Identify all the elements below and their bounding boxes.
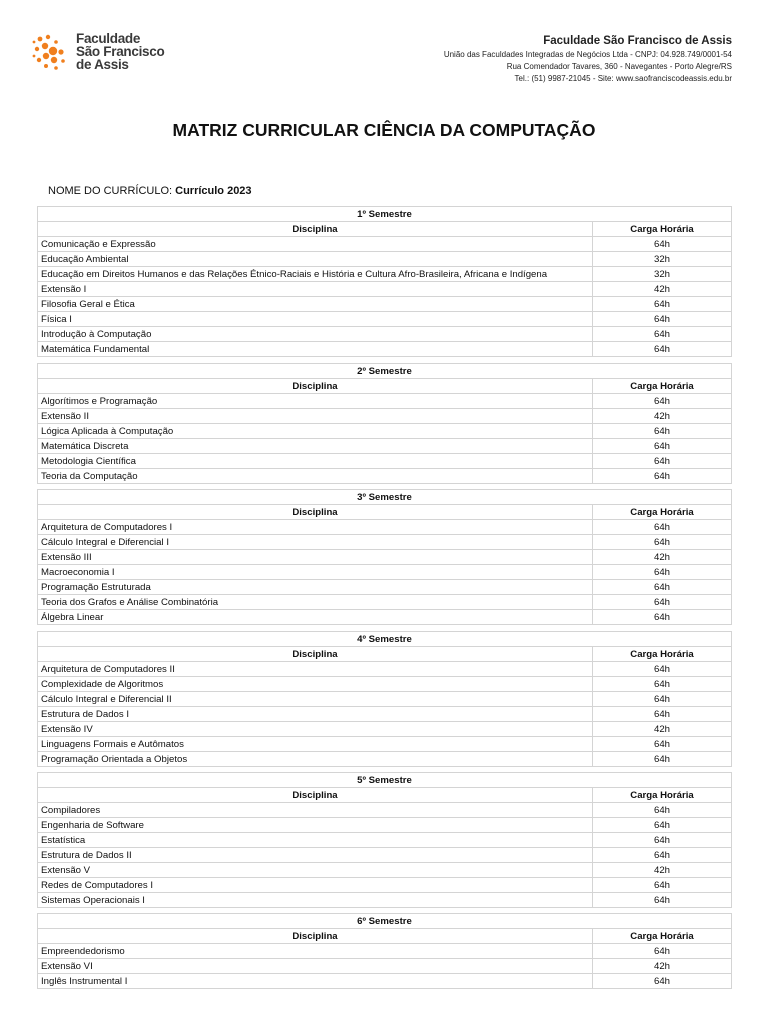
table-row <box>38 439 732 454</box>
semester-table <box>37 913 732 989</box>
table-row <box>38 424 732 439</box>
column-header-discipline: Disciplina <box>38 929 593 944</box>
discipline-hours: 64h <box>593 662 732 677</box>
discipline-name: Macroeconomia I <box>38 565 593 580</box>
discipline-hours: 64h <box>593 610 732 625</box>
discipline-name: Álgebra Linear <box>38 610 593 625</box>
discipline-hours: 42h <box>593 959 732 974</box>
discipline-hours: 64h <box>593 439 732 454</box>
curriculum-label: NOME DO CURRÍCULO: <box>48 185 173 197</box>
discipline-name: Teoria dos Grafos e Análise Combinatória <box>38 595 593 610</box>
table-row <box>38 454 732 469</box>
column-header-discipline: Disciplina <box>38 788 593 803</box>
semester-title-row <box>38 207 732 222</box>
logo-wordmark <box>76 32 164 71</box>
table-row <box>38 893 732 908</box>
discipline-hours: 64h <box>593 692 732 707</box>
discipline-hours: 42h <box>593 722 732 737</box>
semester-title-row <box>38 773 732 788</box>
table-row <box>38 752 732 767</box>
table-row <box>38 252 732 267</box>
discipline-name: Empreendedorismo <box>38 944 593 959</box>
discipline-name: Engenharia de Software <box>38 818 593 833</box>
table-row <box>38 520 732 535</box>
table-row <box>38 342 732 357</box>
column-header-hours: Carga Horária <box>593 647 732 662</box>
discipline-hours: 64h <box>593 520 732 535</box>
discipline-name: Extensão III <box>38 550 593 565</box>
column-header-hours: Carga Horária <box>593 788 732 803</box>
column-header-hours: Carga Horária <box>593 929 732 944</box>
discipline-hours: 64h <box>593 833 732 848</box>
institution-name: Faculdade São Francisco de Assis <box>543 35 732 47</box>
discipline-hours: 64h <box>593 565 732 580</box>
table-row <box>38 662 732 677</box>
discipline-name: Cálculo Integral e Diferencial II <box>38 692 593 707</box>
semester-table <box>37 363 732 484</box>
discipline-name: Complexidade de Algoritmos <box>38 677 593 692</box>
semester-title: 6º Semestre <box>38 914 732 929</box>
column-header-hours: Carga Horária <box>593 222 732 237</box>
discipline-name: Algorítimos e Programação <box>38 394 593 409</box>
discipline-hours: 42h <box>593 282 732 297</box>
discipline-hours: 42h <box>593 550 732 565</box>
table-row <box>38 237 732 252</box>
discipline-name: Metodologia Científica <box>38 454 593 469</box>
table-row <box>38 610 732 625</box>
table-row <box>38 833 732 848</box>
table-row <box>38 394 732 409</box>
table-row <box>38 565 732 580</box>
discipline-name: Matemática Fundamental <box>38 342 593 357</box>
discipline-hours: 64h <box>593 394 732 409</box>
column-header-discipline: Disciplina <box>38 222 593 237</box>
discipline-name: Linguagens Formais e Autômatos <box>38 737 593 752</box>
table-row <box>38 312 732 327</box>
column-header-discipline: Disciplina <box>38 647 593 662</box>
table-row <box>38 959 732 974</box>
discipline-name: Estrutura de Dados I <box>38 707 593 722</box>
semester-table <box>37 489 732 625</box>
column-header-hours: Carga Horária <box>593 505 732 520</box>
semester-title-row <box>38 490 732 505</box>
column-header-discipline: Disciplina <box>38 505 593 520</box>
table-row <box>38 878 732 893</box>
discipline-name: Sistemas Operacionais I <box>38 893 593 908</box>
institution-address: Rua Comendador Tavares, 360 - Navegantes - Porto Alegre/RS <box>506 62 732 71</box>
table-row <box>38 297 732 312</box>
discipline-name: Arquitetura de Computadores I <box>38 520 593 535</box>
table-row <box>38 595 732 610</box>
discipline-name: Arquitetura de Computadores II <box>38 662 593 677</box>
discipline-hours: 64h <box>593 469 732 484</box>
discipline-name: Extensão VI <box>38 959 593 974</box>
discipline-name: Programação Orientada a Objetos <box>38 752 593 767</box>
discipline-name: Extensão II <box>38 409 593 424</box>
column-header-row <box>38 379 732 394</box>
discipline-name: Extensão IV <box>38 722 593 737</box>
institution-info <box>444 35 732 85</box>
table-row <box>38 848 732 863</box>
column-header-row <box>38 929 732 944</box>
column-header-row <box>38 788 732 803</box>
column-header-discipline: Disciplina <box>38 379 593 394</box>
page-header <box>0 0 768 90</box>
curriculum-name <box>48 185 252 197</box>
discipline-name: Introdução à Computação <box>38 327 593 342</box>
discipline-hours: 64h <box>593 818 732 833</box>
column-header-row <box>38 647 732 662</box>
discipline-hours: 64h <box>593 737 732 752</box>
discipline-name: Inglês Instrumental I <box>38 974 593 989</box>
discipline-hours: 42h <box>593 409 732 424</box>
discipline-hours: 64h <box>593 237 732 252</box>
discipline-hours: 64h <box>593 312 732 327</box>
semester-table <box>37 206 732 357</box>
discipline-hours: 32h <box>593 252 732 267</box>
discipline-hours: 64h <box>593 580 732 595</box>
discipline-hours: 64h <box>593 878 732 893</box>
discipline-hours: 42h <box>593 863 732 878</box>
discipline-name: Extensão I <box>38 282 593 297</box>
table-row <box>38 863 732 878</box>
discipline-hours: 64h <box>593 595 732 610</box>
discipline-name: Estatística <box>38 833 593 848</box>
semester-title: 2º Semestre <box>38 364 732 379</box>
column-header-hours: Carga Horária <box>593 379 732 394</box>
discipline-hours: 64h <box>593 535 732 550</box>
institution-contact: Tel.: (51) 9987-21045 - Site: www.saofranciscodeassis.edu.br <box>514 74 732 83</box>
discipline-hours: 64h <box>593 974 732 989</box>
semester-title: 5º Semestre <box>38 773 732 788</box>
discipline-name: Comunicação e Expressão <box>38 237 593 252</box>
table-row <box>38 282 732 297</box>
discipline-hours: 64h <box>593 424 732 439</box>
discipline-name: Cálculo Integral e Diferencial I <box>38 535 593 550</box>
table-row <box>38 974 732 989</box>
discipline-hours: 64h <box>593 893 732 908</box>
column-header-row <box>38 222 732 237</box>
table-row <box>38 267 732 282</box>
discipline-name: Educação Ambiental <box>38 252 593 267</box>
table-row <box>38 692 732 707</box>
table-row <box>38 818 732 833</box>
institution-logo <box>32 30 165 74</box>
semester-title-row <box>38 914 732 929</box>
logo-line-3: de Assis <box>76 57 129 72</box>
table-row <box>38 707 732 722</box>
discipline-name: Compiladores <box>38 803 593 818</box>
discipline-name: Estrutura de Dados II <box>38 848 593 863</box>
discipline-name: Educação em Direitos Humanos e das Relações Étnico-Raciais e História e Cultura Afro-Brasileira, Africana e Indígena <box>38 267 593 282</box>
discipline-name: Física I <box>38 312 593 327</box>
table-row <box>38 580 732 595</box>
discipline-hours: 64h <box>593 677 732 692</box>
semester-title-row <box>38 632 732 647</box>
discipline-name: Redes de Computadores I <box>38 878 593 893</box>
discipline-name: Programação Estruturada <box>38 580 593 595</box>
logo-line-1: Faculdade <box>76 31 141 46</box>
table-row <box>38 803 732 818</box>
table-row <box>38 535 732 550</box>
table-row <box>38 677 732 692</box>
semester-table <box>37 772 732 908</box>
discipline-name: Lógica Aplicada à Computação <box>38 424 593 439</box>
discipline-hours: 64h <box>593 454 732 469</box>
semester-title: 4º Semestre <box>38 632 732 647</box>
semester-title-row <box>38 364 732 379</box>
table-row <box>38 944 732 959</box>
page-title: MATRIZ CURRICULAR CIÊNCIA DA COMPUTAÇÃO <box>172 120 596 140</box>
discipline-hours: 64h <box>593 848 732 863</box>
table-row <box>38 469 732 484</box>
semester-table <box>37 631 732 767</box>
discipline-hours: 64h <box>593 342 732 357</box>
column-header-row <box>38 505 732 520</box>
discipline-hours: 64h <box>593 327 732 342</box>
table-row <box>38 327 732 342</box>
curriculum-value: Currículo 2023 <box>175 185 252 197</box>
discipline-name: Matemática Discreta <box>38 439 593 454</box>
discipline-name: Filosofia Geral e Ética <box>38 297 593 312</box>
discipline-hours: 64h <box>593 297 732 312</box>
institution-company: União das Faculdades Integradas de Negócios Ltda - CNPJ: 04.928.749/0001-54 <box>443 50 732 59</box>
discipline-hours: 64h <box>593 944 732 959</box>
semester-title: 3º Semestre <box>38 490 732 505</box>
discipline-name: Extensão V <box>38 863 593 878</box>
logo-dots-icon <box>32 30 74 72</box>
discipline-hours: 64h <box>593 752 732 767</box>
discipline-hours: 64h <box>593 803 732 818</box>
discipline-hours: 32h <box>593 267 732 282</box>
table-row <box>38 722 732 737</box>
discipline-hours: 64h <box>593 707 732 722</box>
logo-line-2: São Francisco <box>76 44 165 59</box>
table-row <box>38 737 732 752</box>
table-row <box>38 409 732 424</box>
semester-title: 1º Semestre <box>38 207 732 222</box>
discipline-name: Teoria da Computação <box>38 469 593 484</box>
table-row <box>38 550 732 565</box>
